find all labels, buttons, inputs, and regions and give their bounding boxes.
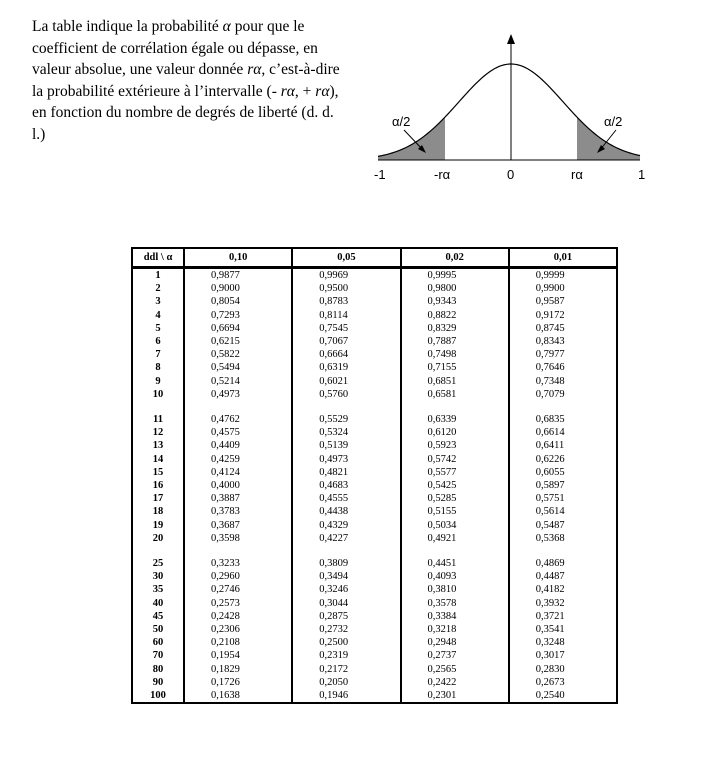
- table-row: [132, 636, 617, 649]
- r-alpha-symbol-3: rα: [315, 82, 330, 100]
- header-alpha-010: 0,10: [184, 248, 292, 268]
- value-cell: 0,9172: [509, 309, 617, 322]
- table-row: [132, 413, 617, 426]
- table-row: [132, 623, 617, 636]
- value-cell: 0,3598: [184, 532, 292, 545]
- table-row: [132, 492, 617, 505]
- value-cell: 0,3783: [184, 505, 292, 518]
- table-row: [132, 453, 617, 466]
- ddl-cell: 50: [132, 623, 184, 636]
- ddl-cell: 30: [132, 570, 184, 583]
- value-cell: 0,2737: [401, 649, 509, 662]
- ddl-cell: 6: [132, 335, 184, 348]
- value-cell: 0,2573: [184, 597, 292, 610]
- table-row: [132, 479, 617, 492]
- group-spacer-row: [132, 545, 617, 557]
- ddl-cell: 80: [132, 663, 184, 676]
- table-body: [132, 268, 617, 704]
- ddl-cell: 7: [132, 348, 184, 361]
- value-cell: 0,5897: [509, 479, 617, 492]
- value-cell: 0,2830: [509, 663, 617, 676]
- value-cell: 0,9999: [509, 268, 617, 283]
- intro-part-1: La table indique la probabilité: [32, 18, 223, 35]
- spacer-cell: [509, 401, 617, 413]
- right-tail-label: α/2: [604, 114, 623, 129]
- spacer-cell: [132, 401, 184, 413]
- table-row: [132, 309, 617, 322]
- value-cell: 0,9800: [401, 282, 509, 295]
- value-cell: 0,8054: [184, 295, 292, 308]
- value-cell: 0,9877: [184, 268, 292, 283]
- value-cell: 0,7155: [401, 361, 509, 374]
- ddl-cell: 60: [132, 636, 184, 649]
- value-cell: 0,4409: [184, 439, 292, 452]
- axis-label-one: 1: [638, 167, 646, 182]
- spacer-cell: [292, 401, 400, 413]
- value-cell: 0,5923: [401, 439, 509, 452]
- value-cell: 0,5285: [401, 492, 509, 505]
- ddl-cell: 19: [132, 519, 184, 532]
- value-cell: 0,6319: [292, 361, 400, 374]
- value-cell: 0,7293: [184, 309, 292, 322]
- ddl-cell: 2: [132, 282, 184, 295]
- value-cell: 0,3809: [292, 557, 400, 570]
- value-cell: 0,5034: [401, 519, 509, 532]
- value-cell: 0,2673: [509, 676, 617, 689]
- value-cell: 0,4487: [509, 570, 617, 583]
- table-row: [132, 610, 617, 623]
- value-cell: 0,2050: [292, 676, 400, 689]
- value-cell: 0,5155: [401, 505, 509, 518]
- value-cell: 0,6226: [509, 453, 617, 466]
- ddl-cell: 45: [132, 610, 184, 623]
- ddl-cell: 14: [132, 453, 184, 466]
- table-row: [132, 426, 617, 439]
- value-cell: 0,6694: [184, 322, 292, 335]
- value-cell: 0,4124: [184, 466, 292, 479]
- value-cell: 0,4555: [292, 492, 400, 505]
- intro-part-4: , +: [294, 82, 316, 100]
- table-row: [132, 388, 617, 401]
- value-cell: 0,6021: [292, 375, 400, 388]
- ddl-cell: 17: [132, 492, 184, 505]
- header-alpha-001: 0,01: [509, 248, 617, 268]
- table-row: [132, 663, 617, 676]
- value-cell: 0,2875: [292, 610, 400, 623]
- table-row: [132, 689, 617, 703]
- table-row: [132, 532, 617, 545]
- value-cell: 0,2500: [292, 636, 400, 649]
- value-cell: 0,4762: [184, 413, 292, 426]
- value-cell: 0,3887: [184, 492, 292, 505]
- table-row: [132, 597, 617, 610]
- value-cell: 0,1829: [184, 663, 292, 676]
- value-cell: 0,5760: [292, 388, 400, 401]
- value-cell: 0,1638: [184, 689, 292, 703]
- ddl-cell: 11: [132, 413, 184, 426]
- value-cell: 0,6215: [184, 335, 292, 348]
- value-cell: 0,7079: [509, 388, 617, 401]
- value-cell: 0,7977: [509, 348, 617, 361]
- value-cell: 0,6120: [401, 426, 509, 439]
- value-cell: 0,4973: [184, 388, 292, 401]
- value-cell: 0,2960: [184, 570, 292, 583]
- table-row: [132, 557, 617, 570]
- value-cell: 0,3721: [509, 610, 617, 623]
- value-cell: 0,3932: [509, 597, 617, 610]
- ddl-cell: 1: [132, 268, 184, 283]
- value-cell: 0,4575: [184, 426, 292, 439]
- table-row: [132, 439, 617, 452]
- value-cell: 0,2172: [292, 663, 400, 676]
- intro-paragraph: [32, 16, 342, 145]
- table-row: [132, 348, 617, 361]
- spacer-cell: [401, 545, 509, 557]
- value-cell: 0,7545: [292, 322, 400, 335]
- value-cell: 0,6581: [401, 388, 509, 401]
- value-cell: 0,6339: [401, 413, 509, 426]
- value-cell: 0,4182: [509, 583, 617, 596]
- ddl-cell: 70: [132, 649, 184, 662]
- value-cell: 0,4921: [401, 532, 509, 545]
- value-cell: 0,2301: [401, 689, 509, 703]
- table-row: [132, 268, 617, 283]
- value-cell: 0,2746: [184, 583, 292, 596]
- table-row: [132, 375, 617, 388]
- value-cell: 0,5751: [509, 492, 617, 505]
- table-row: [132, 583, 617, 596]
- value-cell: 0,5742: [401, 453, 509, 466]
- value-cell: 0,1954: [184, 649, 292, 662]
- alpha-symbol: α: [222, 18, 231, 35]
- value-cell: 0,2732: [292, 623, 400, 636]
- ddl-cell: 18: [132, 505, 184, 518]
- value-cell: 0,5614: [509, 505, 617, 518]
- table-row: [132, 649, 617, 662]
- group-spacer-row: [132, 401, 617, 413]
- value-cell: 0,6614: [509, 426, 617, 439]
- value-cell: 0,9000: [184, 282, 292, 295]
- value-cell: 0,7646: [509, 361, 617, 374]
- value-cell: 0,3494: [292, 570, 400, 583]
- value-cell: 0,3384: [401, 610, 509, 623]
- value-cell: 0,2565: [401, 663, 509, 676]
- table-header: [132, 248, 617, 268]
- table-row: [132, 676, 617, 689]
- header-alpha-005: 0,05: [292, 248, 400, 268]
- ddl-cell: 10: [132, 388, 184, 401]
- value-cell: 0,7887: [401, 335, 509, 348]
- value-cell: 0,3017: [509, 649, 617, 662]
- value-cell: 0,6055: [509, 466, 617, 479]
- value-cell: 0,9343: [401, 295, 509, 308]
- value-cell: 0,5139: [292, 439, 400, 452]
- value-cell: 0,3246: [292, 583, 400, 596]
- distribution-figure: [368, 28, 668, 188]
- value-cell: 0,5214: [184, 375, 292, 388]
- value-cell: 0,7067: [292, 335, 400, 348]
- value-cell: 0,3248: [509, 636, 617, 649]
- value-cell: 0,8343: [509, 335, 617, 348]
- table-row: [132, 519, 617, 532]
- spacer-cell: [184, 545, 292, 557]
- ddl-cell: 15: [132, 466, 184, 479]
- value-cell: 0,5494: [184, 361, 292, 374]
- value-cell: 0,1726: [184, 676, 292, 689]
- intro-text: [32, 16, 342, 145]
- table-row: [132, 466, 617, 479]
- correlation-table-container: [131, 247, 618, 704]
- value-cell: 0,9900: [509, 282, 617, 295]
- intro-part-2: pour que le coefficient de corrélation égale ou dépasse, en valeur absolue, une valeur donnée: [32, 18, 318, 78]
- value-cell: 0,4227: [292, 532, 400, 545]
- value-cell: 0,2319: [292, 649, 400, 662]
- value-cell: 0,3687: [184, 519, 292, 532]
- ddl-cell: 16: [132, 479, 184, 492]
- header-ddl-alpha: ddl \ α: [132, 248, 184, 268]
- spacer-cell: [184, 401, 292, 413]
- value-cell: 0,6835: [509, 413, 617, 426]
- value-cell: 0,2948: [401, 636, 509, 649]
- intro-part-3: , c’est-à-dire la probabilité extérieure à l’intervalle (-: [32, 61, 340, 100]
- value-cell: 0,5425: [401, 479, 509, 492]
- value-cell: 0,4973: [292, 453, 400, 466]
- value-cell: 0,3810: [401, 583, 509, 596]
- y-axis-arrow-icon: [507, 34, 515, 44]
- spacer-cell: [292, 545, 400, 557]
- ddl-cell: 9: [132, 375, 184, 388]
- value-cell: 0,5324: [292, 426, 400, 439]
- value-cell: 0,8783: [292, 295, 400, 308]
- value-cell: 0,4093: [401, 570, 509, 583]
- value-cell: 0,2540: [509, 689, 617, 703]
- ddl-cell: 4: [132, 309, 184, 322]
- ddl-cell: 3: [132, 295, 184, 308]
- ddl-cell: 20: [132, 532, 184, 545]
- value-cell: 0,6411: [509, 439, 617, 452]
- value-cell: 0,8114: [292, 309, 400, 322]
- bell-curve-diagram: [368, 28, 668, 188]
- correlation-critical-values-table: [131, 247, 618, 704]
- ddl-cell: 90: [132, 676, 184, 689]
- header-alpha-002: 0,02: [401, 248, 509, 268]
- table-row: [132, 295, 617, 308]
- value-cell: 0,6664: [292, 348, 400, 361]
- axis-label-r-alpha: rα: [571, 167, 583, 182]
- ddl-cell: 25: [132, 557, 184, 570]
- value-cell: 0,4821: [292, 466, 400, 479]
- table-row: [132, 505, 617, 518]
- value-cell: 0,9500: [292, 282, 400, 295]
- value-cell: 0,2306: [184, 623, 292, 636]
- header-row: [132, 248, 617, 268]
- value-cell: 0,2108: [184, 636, 292, 649]
- value-cell: 0,5368: [509, 532, 617, 545]
- value-cell: 0,4438: [292, 505, 400, 518]
- ddl-cell: 100: [132, 689, 184, 703]
- value-cell: 0,3233: [184, 557, 292, 570]
- value-cell: 0,8822: [401, 309, 509, 322]
- intro-part-5: ), en fonction du nombre de degrés de liberté (d. d. l.): [32, 82, 339, 143]
- value-cell: 0,4869: [509, 557, 617, 570]
- ddl-cell: 40: [132, 597, 184, 610]
- value-cell: 0,4683: [292, 479, 400, 492]
- value-cell: 0,9587: [509, 295, 617, 308]
- spacer-cell: [132, 545, 184, 557]
- ddl-cell: 12: [132, 426, 184, 439]
- r-alpha-symbol-2: rα: [280, 82, 295, 100]
- value-cell: 0,8745: [509, 322, 617, 335]
- value-cell: 0,8329: [401, 322, 509, 335]
- value-cell: 0,2422: [401, 676, 509, 689]
- value-cell: 0,4000: [184, 479, 292, 492]
- value-cell: 0,7498: [401, 348, 509, 361]
- table-row: [132, 282, 617, 295]
- value-cell: 0,4451: [401, 557, 509, 570]
- value-cell: 0,9995: [401, 268, 509, 283]
- value-cell: 0,3541: [509, 623, 617, 636]
- ddl-cell: 13: [132, 439, 184, 452]
- value-cell: 0,3044: [292, 597, 400, 610]
- value-cell: 0,5822: [184, 348, 292, 361]
- value-cell: 0,2428: [184, 610, 292, 623]
- value-cell: 0,5577: [401, 466, 509, 479]
- table-row: [132, 361, 617, 374]
- table-row: [132, 335, 617, 348]
- value-cell: 0,7348: [509, 375, 617, 388]
- axis-label-zero: 0: [507, 167, 515, 182]
- spacer-cell: [401, 401, 509, 413]
- value-cell: 0,4329: [292, 519, 400, 532]
- value-cell: 0,6851: [401, 375, 509, 388]
- value-cell: 0,3218: [401, 623, 509, 636]
- table-row: [132, 322, 617, 335]
- table-row: [132, 570, 617, 583]
- r-alpha-symbol: rα: [247, 61, 262, 78]
- ddl-cell: 8: [132, 361, 184, 374]
- value-cell: 0,4259: [184, 453, 292, 466]
- value-cell: 0,5529: [292, 413, 400, 426]
- left-tail-label: α/2: [392, 114, 411, 129]
- ddl-cell: 5: [132, 322, 184, 335]
- ddl-cell: 35: [132, 583, 184, 596]
- value-cell: 0,5487: [509, 519, 617, 532]
- value-cell: 0,9969: [292, 268, 400, 283]
- value-cell: 0,1946: [292, 689, 400, 703]
- spacer-cell: [509, 545, 617, 557]
- axis-label-minus-r-alpha: -rα: [434, 167, 451, 182]
- value-cell: 0,3578: [401, 597, 509, 610]
- axis-label-minus-one: -1: [374, 167, 386, 182]
